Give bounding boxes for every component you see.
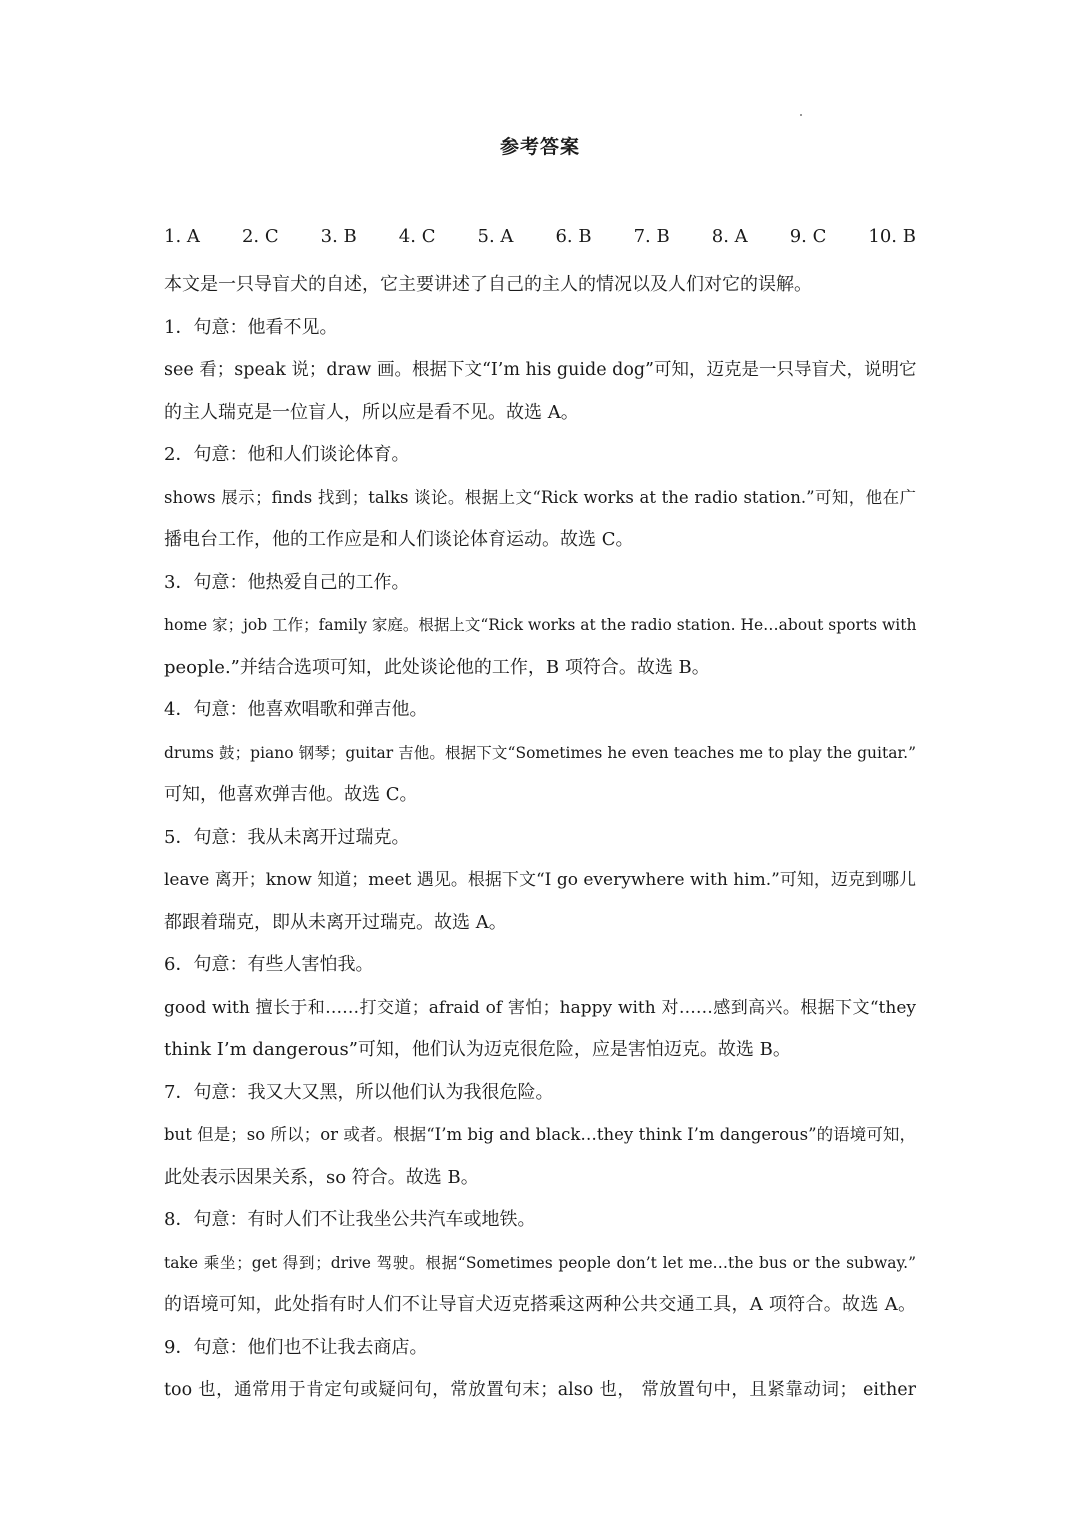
q2-translation: 2．句意：他和人们谈论体育。 [164, 444, 410, 465]
answer-item: 3. B [320, 226, 357, 247]
answer-item: 10. B [868, 226, 916, 247]
q5-explanation: leave 离开；know 知道；meet 遇见。根据下文“I go everywhere with him.”可知，迈克到哪儿 [164, 870, 916, 890]
answer-item: 4. C [398, 226, 436, 247]
q5-translation: 5．句意：我从未离开过瑞克。 [164, 826, 410, 848]
q5-explanation-cont: 都跟着瑞克，即从未离开过瑞克。故选 A。 [164, 911, 507, 933]
q8-explanation-cont: 的语境可知，此处指有时人们不让导盲犬迈克搭乘这两种公共交通工具，A 项符合。故选 A。 [164, 1294, 916, 1315]
q6-translation: 6．句意：有些人害怕我。 [164, 954, 374, 975]
answer-item: 1. A [164, 226, 200, 247]
q3-explanation: home 家；job 工作；family 家庭。根据上文“Rick works at the radio station. He…about sports with [164, 616, 917, 634]
answer-list [164, 224, 916, 250]
q6-explanation-cont: think I’m dangerous”可知，他们认为迈克很危险，应是害怕迈克。故选 B。 [164, 1039, 791, 1060]
q1-explanation: see 看；speak 说；draw 画。根据下文“I’m his guide dog”可知，迈克是一只导盲犬，说明它 [164, 360, 917, 380]
answer-item: 6. B [555, 226, 592, 247]
answer-item: 2. C [241, 226, 279, 247]
q7-explanation: but 但是；so 所以；or 或者。根据“I’m big and black…they think I’m dangerous”的语境可知， [164, 1125, 916, 1144]
passage-summary: 本文是一只导盲犬的自述，它主要讲述了自己的主人的情况以及人们对它的误解。 [164, 274, 812, 295]
q2-explanation: shows 展示；finds 找到；talks 谈论。根据上文“Rick works at the radio station.”可知，他在广 [164, 487, 916, 507]
page-title: 参考答案 [499, 136, 580, 158]
q7-translation: 7．句意：我又大又黑，所以他们认为我很危险。 [164, 1081, 554, 1103]
q1-translation: 1．句意：他看不见。 [164, 316, 338, 338]
explanation-body [164, 264, 916, 1412]
q2-explanation-cont: 播电台工作，他的工作应是和人们谈论体育运动。故选 C。 [164, 529, 634, 550]
q9-translation: 9．句意：他们也不让我去商店。 [164, 1336, 428, 1358]
q7-explanation-cont: 此处表示因果关系，so 符合。故选 B。 [164, 1166, 479, 1188]
q8-explanation: take 乘坐；get 得到；drive 驾驶。根据“Sometimes people don’t let me…the bus or the subway.” [164, 1253, 916, 1272]
scan-speck [800, 114, 802, 116]
answer-item: 5. A [477, 226, 514, 247]
q8-translation: 8．句意：有时人们不让我坐公共汽车或地铁。 [164, 1209, 536, 1230]
q4-translation: 4．句意：他喜欢唱歌和弹吉他。 [164, 699, 428, 720]
answer-item: 7. B [633, 226, 670, 247]
q4-explanation-cont: 可知，他喜欢弹吉他。故选 C。 [164, 784, 418, 805]
q9-explanation: too 也，通常用于肯定句或疑问句，常放置句末；also 也， 常放置句中，且紧靠动词； either [164, 1380, 916, 1400]
q1-explanation-cont: 的主人瑞克是一位盲人，所以应是看不见。故选 A。 [164, 401, 579, 423]
q3-translation: 3．句意：他热爱自己的工作。 [164, 571, 410, 593]
q6-explanation: good with 擅长于和……打交道；afraid of 害怕；happy with 对……感到高兴。根据下文“they [164, 997, 916, 1018]
q3-explanation-cont: people.”并结合选项可知，此处谈论他的工作，B 项符合。故选 B。 [164, 656, 710, 678]
answer-item: 9. C [789, 226, 827, 247]
answer-item: 8. A [711, 226, 748, 247]
q4-explanation: drums 鼓；piano 钢琴；guitar 吉他。根据下文“Sometimes he even teaches me to play the guitar.” [164, 743, 916, 762]
